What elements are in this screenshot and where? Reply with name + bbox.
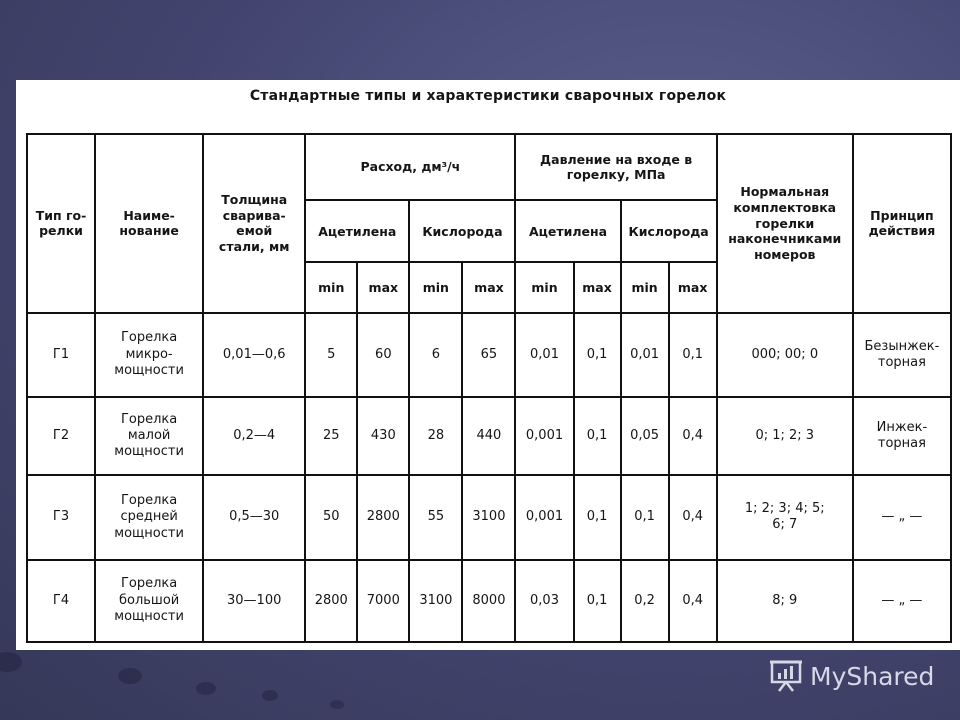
- cell-set: 1; 2; 3; 4; 5; 6; 7: [717, 475, 853, 559]
- cell-type: Г4: [27, 560, 95, 642]
- cell-flow-acetylene-min: 5: [305, 313, 357, 397]
- header-thickness: Толщина сварива- емой стали, мм: [203, 134, 305, 313]
- table-row: [27, 560, 951, 642]
- table-document: [16, 80, 960, 650]
- cell-name: Горелка микро- мощности: [95, 313, 203, 397]
- header-flow-oxygen: Кислорода: [409, 200, 515, 262]
- cell-pressure-acetylene-min: 0,01: [515, 313, 573, 397]
- table-row: [27, 313, 951, 397]
- header-max: max: [462, 262, 515, 312]
- cell-name: Горелка средней мощности: [95, 475, 203, 559]
- cell-set: 000; 00; 0: [717, 313, 853, 397]
- header-min: min: [409, 262, 462, 312]
- header-max: max: [669, 262, 717, 312]
- background-bubble: [196, 682, 216, 695]
- cell-name: Горелка малой мощности: [95, 397, 203, 475]
- header-set: Нормальная комплектовка горелки наконечниками номеров: [717, 134, 853, 313]
- page-title: Стандартные типы и характеристики сварочных горелок: [249, 88, 727, 104]
- cell-pressure-oxygen-min: 0,01: [621, 313, 669, 397]
- table-row: [27, 475, 951, 559]
- cell-pressure-oxygen-max: 0,4: [669, 475, 717, 559]
- presentation-icon: [768, 659, 804, 693]
- cell-flow-oxygen-max: 65: [462, 313, 515, 397]
- cell-pressure-acetylene-max: 0,1: [574, 313, 621, 397]
- cell-flow-acetylene-min: 50: [305, 475, 357, 559]
- cell-type: Г3: [27, 475, 95, 559]
- cell-pressure-acetylene-min: 0,001: [515, 397, 573, 475]
- cell-name: Горелка большой мощности: [95, 560, 203, 642]
- header-min: min: [305, 262, 357, 312]
- cell-pressure-acetylene-min: 0,001: [515, 475, 573, 559]
- cell-set: 8; 9: [717, 560, 853, 642]
- cell-flow-oxygen-min: 3100: [409, 560, 462, 642]
- cell-pressure-oxygen-min: 0,2: [621, 560, 669, 642]
- cell-flow-oxygen-min: 6: [409, 313, 462, 397]
- background-bubble: [118, 668, 142, 684]
- cell-principle: Инжек- торная: [853, 397, 951, 475]
- cell-type: Г2: [27, 397, 95, 475]
- cell-flow-acetylene-max: 60: [357, 313, 409, 397]
- cell-type: Г1: [27, 313, 95, 397]
- background-bubble: [262, 690, 278, 701]
- cell-pressure-oxygen-max: 0,4: [669, 560, 717, 642]
- cell-principle: — „ —: [853, 475, 951, 559]
- myshared-watermark: [768, 656, 934, 696]
- header-flow: Расход, дм³/ч: [305, 134, 515, 200]
- cell-flow-oxygen-max: 440: [462, 397, 515, 475]
- header-flow-acetylene: Ацетилена: [305, 200, 409, 262]
- header-min: min: [621, 262, 669, 312]
- header-name: Наиме- нование: [95, 134, 203, 313]
- cell-thickness: 0,2—4: [203, 397, 305, 475]
- cell-pressure-oxygen-max: 0,1: [669, 313, 717, 397]
- cell-pressure-acetylene-min: 0,03: [515, 560, 573, 642]
- cell-flow-acetylene-min: 2800: [305, 560, 357, 642]
- header-min: min: [515, 262, 573, 312]
- cell-pressure-oxygen-max: 0,4: [669, 397, 717, 475]
- cell-flow-acetylene-min: 25: [305, 397, 357, 475]
- watermark-text: MyShared: [810, 661, 935, 691]
- cell-pressure-oxygen-min: 0,05: [621, 397, 669, 475]
- cell-pressure-acetylene-max: 0,1: [574, 475, 621, 559]
- header-pressure-oxygen: Кислорода: [621, 200, 717, 262]
- cell-principle: Безынжек- торная: [853, 313, 951, 397]
- cell-flow-acetylene-max: 430: [357, 397, 409, 475]
- cell-thickness: 30—100: [203, 560, 305, 642]
- cell-principle: — „ —: [853, 560, 951, 642]
- header-type: Тип го- релки: [27, 134, 95, 313]
- header-pressure: Давление на входе в горелку, МПа: [515, 134, 716, 200]
- background-bubble: [0, 652, 22, 672]
- cell-set: 0; 1; 2; 3: [717, 397, 853, 475]
- cell-pressure-acetylene-max: 0,1: [574, 397, 621, 475]
- header-principle: Принцип действия: [853, 134, 951, 313]
- table-row: [27, 397, 951, 475]
- cell-flow-acetylene-max: 7000: [357, 560, 409, 642]
- cell-flow-oxygen-min: 28: [409, 397, 462, 475]
- cell-flow-oxygen-max: 8000: [462, 560, 515, 642]
- header-max: max: [574, 262, 621, 312]
- background-bubble: [330, 700, 344, 709]
- cell-pressure-acetylene-max: 0,1: [574, 560, 621, 642]
- cell-thickness: 0,5—30: [203, 475, 305, 559]
- cell-flow-oxygen-min: 55: [409, 475, 462, 559]
- header-pressure-acetylene: Ацетилена: [515, 200, 620, 262]
- header-max: max: [357, 262, 409, 312]
- cell-pressure-oxygen-min: 0,1: [621, 475, 669, 559]
- cell-thickness: 0,01—0,6: [203, 313, 305, 397]
- cell-flow-acetylene-max: 2800: [357, 475, 409, 559]
- burner-table: [26, 133, 952, 643]
- cell-flow-oxygen-max: 3100: [462, 475, 515, 559]
